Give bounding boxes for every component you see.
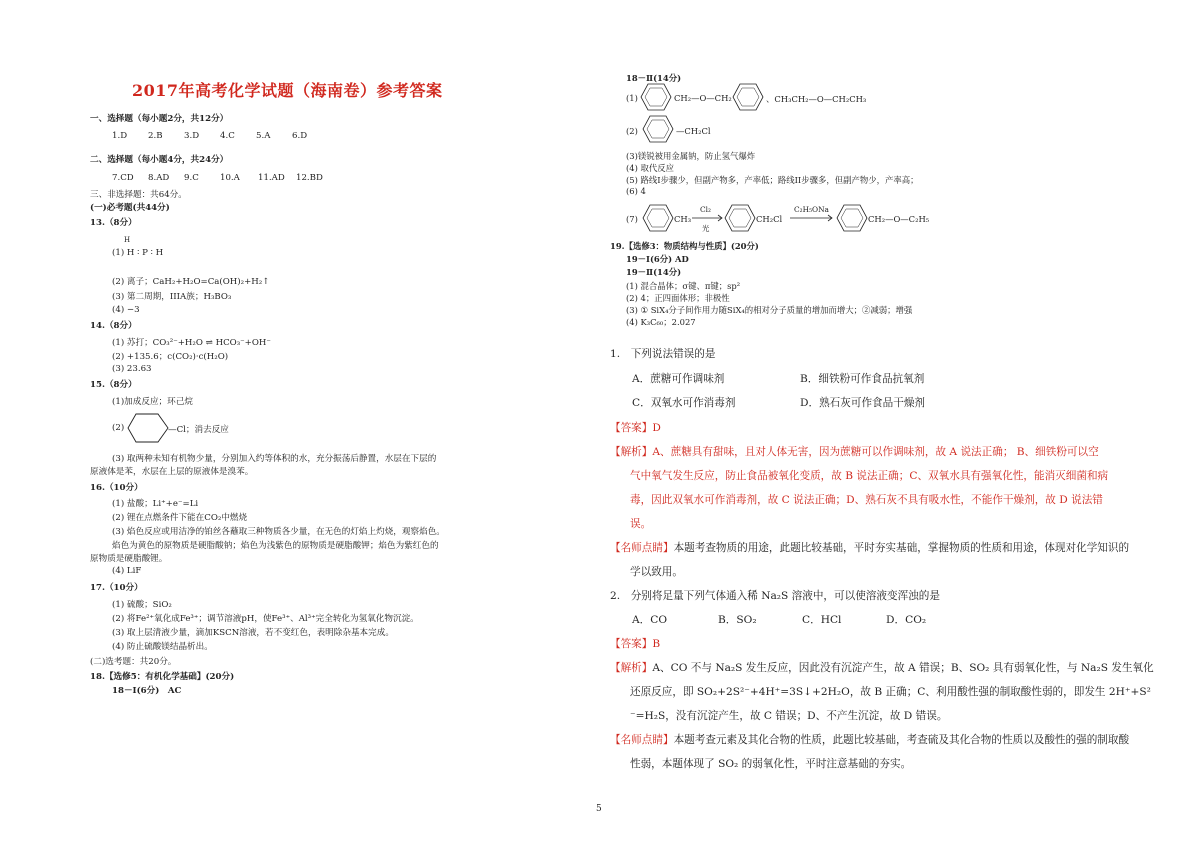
section-label: 【名师点睛】 bbox=[610, 734, 674, 746]
benzene-ring-icon bbox=[642, 203, 674, 233]
q17-heading: 17.（10分） bbox=[90, 583, 143, 593]
p1-option-d: D．熟石灰可作食品干燥剂 bbox=[800, 397, 926, 409]
p1-question: 1. 下列说法错误的是 bbox=[610, 348, 716, 360]
r-a1-mid: CH₂—O—CH₂ bbox=[674, 93, 732, 103]
answer-item: 5.A bbox=[256, 131, 271, 141]
section-label: 【名师点睛】 bbox=[610, 542, 674, 554]
q17-1: (1) 硫酸；SiO₂ bbox=[112, 600, 172, 610]
reaction-arrow-icon bbox=[692, 214, 724, 222]
r-a2-tail: —CH₂Cl bbox=[676, 126, 711, 136]
r-a6: (6) 4 bbox=[626, 186, 646, 196]
q15-2-label: (2) bbox=[112, 423, 125, 433]
r-a7-r2: CH₂Cl bbox=[756, 214, 783, 224]
p1-answer: 【答案】D bbox=[610, 422, 661, 434]
q14-heading: 14.（8分） bbox=[90, 321, 137, 331]
p2-question: 2. 分别将足量下列气体通入稀 Na₂S 溶液中，可以使溶液变浑浊的是 bbox=[610, 590, 940, 602]
q14-1: (1) 苏打；CO₃²⁻+H₂O ⇌ HCO₃⁻+OH⁻ bbox=[112, 338, 271, 348]
q19-2-3: (3) ① SiX₄分子间作用力随SiX₄的相对分子质量的增加而增大；②减弱；增强 bbox=[626, 305, 913, 315]
p1-tip-text: 学以致用。 bbox=[630, 566, 683, 578]
answer-item: 6.D bbox=[292, 131, 308, 141]
benzene-ring-icon bbox=[836, 203, 868, 233]
q16-heading: 16.（10分） bbox=[90, 483, 143, 493]
q17-4: (4) 防止硫酸镁结晶析出。 bbox=[112, 642, 213, 652]
r-a1-label: (1) bbox=[626, 93, 638, 103]
cyclohexyl-ring-icon bbox=[126, 410, 170, 446]
q14-2: (2) +135.6；c(CO₂)·c(H₂O) bbox=[112, 352, 229, 362]
p1-tip-text: 【名师点睛】本题考查物质的用途，此题比较基础，平时夯实基础，掌握物质的性质和用途，体现对化学知识的 bbox=[610, 542, 1130, 554]
q16-3a: (3) 焰色反应或用洁净的铂丝各蘸取三种物质各少量，在无色的灯焰上灼烧，观察焰色。 bbox=[112, 527, 445, 537]
q17-3: (3) 取上层清液少量，滴加KSCN溶液，若不变红色，表明除杂基本完成。 bbox=[112, 628, 394, 638]
p2-tip-text: 【名师点睛】本题考查元素及其化合物的性质，此题比较基础，考查硫及其化合物的性质以及酸性的强的制取酸 bbox=[610, 734, 1130, 746]
elective-heading: (二)选考题：共20分。 bbox=[90, 657, 177, 667]
p2-option-d: D．CO₂ bbox=[886, 614, 927, 626]
page-number: 5 bbox=[596, 804, 602, 814]
p1-option-b: B．细铁粉可作食品抗氧剂 bbox=[800, 373, 925, 385]
p2-answer: 【答案】B bbox=[610, 638, 661, 650]
answer-item: 3.D bbox=[184, 131, 200, 141]
section-2-heading: 二、选择题（每小题4分，共24分） bbox=[90, 155, 229, 165]
r-a7-r1: CH₃ bbox=[674, 214, 692, 224]
q18-2-heading: 18－Ⅱ(14分) bbox=[626, 73, 682, 83]
section-3-heading: 三、非选择题：共64分。 bbox=[90, 190, 187, 200]
r-a1-tail: 、CH₃CH₂—O—CH₂CH₃ bbox=[766, 94, 867, 104]
reaction-arrow-icon bbox=[790, 214, 834, 222]
q16-3b: 焰色为黄色的原物质是硬脂酸钠；焰色为浅紫色的原物质是硬脂酸钾；焰色为紫红色的 bbox=[112, 541, 439, 551]
q19-2: 19－Ⅱ(14分) bbox=[626, 267, 682, 277]
answer-item: 9.C bbox=[184, 173, 199, 183]
p1-explanation: 【解析】A、蔗糖具有甜味，且对人体无害，因为蔗糖可以作调味剂，故 A 说法正确； B、细铁粉可以空 bbox=[610, 446, 1099, 458]
q18-heading: 18.【选修5：有机化学基础】(20分) bbox=[90, 672, 235, 682]
r-a7-cond1-bot: 光 bbox=[702, 224, 710, 233]
r-a5: (5) 路线I步骤少，但副产物多，产率低；路线II步骤多，但副产物少，产率高； bbox=[626, 175, 919, 185]
r-a7-label: (7) bbox=[626, 214, 638, 224]
q13-3: (3) 第二周期，IIIA族；H₃BO₃ bbox=[112, 292, 232, 302]
lewis-top-h: H bbox=[124, 236, 131, 244]
answer-item: 8.AD bbox=[148, 173, 170, 183]
p1-explanation: 误。 bbox=[630, 518, 652, 530]
q14-3: (3) 23.63 bbox=[112, 364, 152, 374]
p1-explanation: 毒，因此双氧水可作消毒剂，故 C 说法正确；D、熟石灰不具有吸水性，不能作干燥剂，故 D 说法错 bbox=[630, 494, 1103, 506]
r-a7-r3: CH₂—O—C₂H₅ bbox=[868, 214, 930, 224]
q17-2: (2) 将Fe²⁺氧化成Fe³⁺；调节溶液pH，使Fe³⁺、Al³⁺完全转化为氢氧化物沉淀。 bbox=[112, 614, 419, 624]
required-heading: (一)必考题(共44分) bbox=[90, 203, 170, 213]
answer-item: 2.B bbox=[148, 131, 163, 141]
q16-2: (2) 锂在点燃条件下能在CO₂中燃烧 bbox=[112, 513, 248, 523]
r-a7-cond2-top: C₂H₅ONa bbox=[794, 205, 829, 214]
p1-explanation: 气中氧气发生反应，防止食品被氧化变质，故 B 说法正确；C、双氧水具有强氧化性，能消灭细菌和病 bbox=[630, 470, 1109, 482]
r-a3: (3)镁锐被用金属钠，防止氢气爆炸 bbox=[626, 151, 756, 161]
q19-2-4: (4) K₃C₆₀；2.027 bbox=[626, 317, 696, 327]
answer-item: 10.A bbox=[220, 173, 240, 183]
r-a4: (4) 取代反应 bbox=[626, 163, 675, 173]
q16-4: (4) LiF bbox=[112, 566, 142, 576]
p2-option-c: C．HCl bbox=[802, 614, 842, 626]
benzene-ring-icon bbox=[640, 82, 672, 112]
section-2-answers bbox=[112, 173, 334, 183]
p1-option-c: C．双氧水可作消毒剂 bbox=[632, 397, 736, 409]
answer-item: 1.D bbox=[112, 131, 128, 141]
q19-heading: 19.【选修3：物质结构与性质】(20分) bbox=[610, 241, 759, 251]
q19-2-2: (2) 4；正四面体形；非极性 bbox=[626, 293, 730, 303]
q15-heading: 15.（8分） bbox=[90, 380, 137, 390]
q16-1: (1) 盐酸；Li⁺+e⁻=Li bbox=[112, 499, 199, 509]
p2-explanation: 还原反应，即 SO₂+2S²⁻+4H⁺=3S↓+2H₂O，故 B 正确；C、利用酸性强的制取酸性弱的，即发生 2H⁺+S² bbox=[630, 686, 1151, 698]
q19-1: 19－Ⅰ(6分) AD bbox=[626, 254, 689, 264]
section-1-answers bbox=[112, 131, 328, 141]
q15-3b: 原液体是苯，水层在上层的原液体是溴苯。 bbox=[90, 467, 254, 477]
benzene-ring-icon bbox=[642, 114, 674, 144]
q15-2-text: —Cl；消去反应 bbox=[168, 425, 229, 435]
q13-2: (2) 离子；CaH₂+H₂O=Ca(OH)₂+H₂↑ bbox=[112, 277, 270, 287]
answer-item: 7.CD bbox=[112, 173, 134, 183]
q13-heading: 13.（8分） bbox=[90, 218, 137, 228]
p2-explanation: 【解析】A、CO 不与 Na₂S 发生反应，因此没有沉淀产生，故 A 错误；B、SO₂ 具有弱氧化性，与 Na₂S 发生氧化 bbox=[610, 662, 1154, 674]
q19-2-1: (1) 混合晶体；σ键、π键；sp² bbox=[626, 281, 741, 291]
r-a2-label: (2) bbox=[626, 126, 638, 136]
section-1-heading: 一、选择题（每小题2分，共12分） bbox=[90, 114, 229, 124]
page-title: 2017年高考化学试题（海南卷）参考答案 bbox=[132, 81, 443, 100]
q15-3a: (3) 取两种未知有机物少量，分别加入约等体积的水，充分振荡后静置，水层在下层的 bbox=[112, 454, 437, 464]
p2-explanation: ⁻=H₂S，没有沉淀产生，故 C 错误；D、不产生沉淀，故 D 错误。 bbox=[630, 710, 948, 722]
answer-item: 12.BD bbox=[296, 173, 323, 183]
q13-4: (4) −3 bbox=[112, 305, 140, 315]
p1-option-a: A．蔗糖可作调味剂 bbox=[632, 373, 725, 385]
q15-1: (1)加成反应；环己烷 bbox=[112, 397, 193, 407]
r-a7-cond1-top: Cl₂ bbox=[700, 205, 711, 214]
p2-tip-text: 性弱，本题体现了 SO₂ 的弱氧化性，平时注意基础的夯实。 bbox=[630, 758, 912, 770]
p2-option-a: A．CO bbox=[632, 614, 668, 626]
benzene-ring-icon bbox=[724, 203, 756, 233]
benzene-ring-icon bbox=[732, 82, 764, 112]
p2-option-b: B．SO₂ bbox=[718, 614, 757, 626]
section-label: 【解析】 bbox=[610, 662, 653, 674]
answer-item: 11.AD bbox=[258, 173, 285, 183]
answer-item: 4.C bbox=[220, 131, 235, 141]
q18-1: 18－Ⅰ(6分) AC bbox=[112, 686, 182, 696]
q16-3c: 原物质是硬脂酸锂。 bbox=[90, 554, 168, 564]
q13-1: (1) H ∶ P ∶ H bbox=[112, 248, 164, 258]
